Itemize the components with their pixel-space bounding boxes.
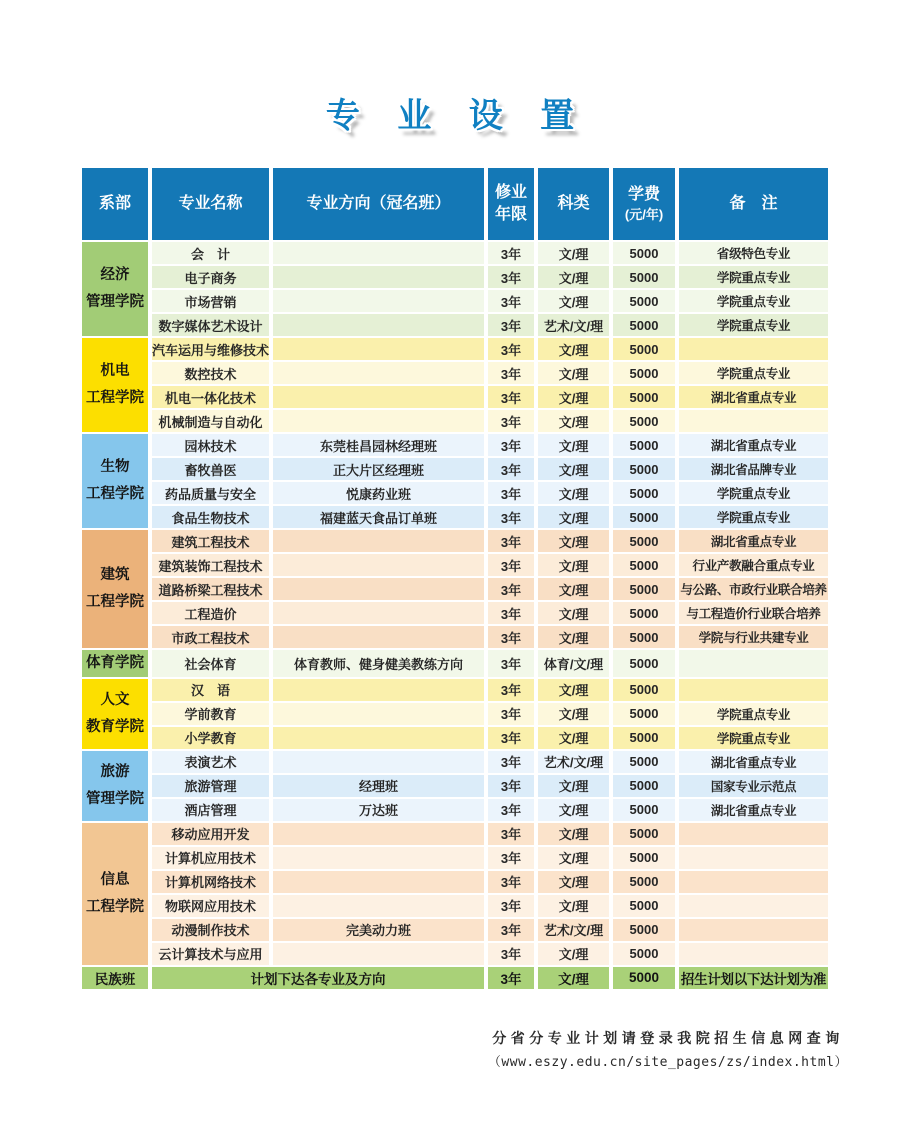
remark-cell [679,847,828,869]
direction-cell [273,943,484,965]
table-row [82,602,828,624]
dept-cell [82,751,148,821]
remark-cell: 湖北省重点专业 [679,751,828,773]
dept-cell [82,823,148,965]
major-cell: 建筑工程技术 [152,530,269,552]
direction-cell [273,530,484,552]
dept-label: 旅游 [100,764,130,780]
major-cell: 旅游管理 [152,775,269,797]
remark-cell: 学院重点专业 [679,506,828,528]
duration-cell: 3年 [488,314,534,336]
duration-cell: 3年 [488,506,534,528]
major-cell: 小学教育 [152,727,269,749]
duration-cell: 3年 [488,578,534,600]
table-row [82,823,828,845]
duration-cell: 3年 [488,386,534,408]
duration-cell: 3年 [488,242,534,264]
dept-label: 体育学院 [86,655,144,671]
header-category: 科类 [538,168,609,240]
tuition-cell: 5000 [613,530,675,552]
duration-cell: 3年 [488,290,534,312]
table-row [82,847,828,869]
major-cell: 食品生物技术 [152,506,269,528]
table-row [82,266,828,288]
major-cell: 工程造价 [152,602,269,624]
category-cell: 文/理 [538,895,609,917]
duration-cell: 3年 [488,823,534,845]
direction-cell [273,823,484,845]
table-row [82,578,828,600]
table-row [82,626,828,648]
table-row [82,482,828,504]
direction-cell [273,847,484,869]
table-row [82,871,828,893]
header-dept: 系部 [82,168,148,240]
dept-cell: 民族班 [82,967,148,989]
tuition-cell: 5000 [613,290,675,312]
duration-cell: 3年 [488,434,534,456]
tuition-cell: 5000 [613,823,675,845]
direction-cell [273,362,484,384]
direction-cell: 万达班 [273,799,484,821]
duration-cell: 3年 [488,751,534,773]
direction-cell [273,871,484,893]
duration-cell: 3年 [488,650,534,677]
major-cell: 数字媒体艺术设计 [152,314,269,336]
header-tuition [613,168,675,240]
header-direction: 专业方向（冠名班） [273,168,484,240]
dept-label: 工程学院 [86,390,144,406]
duration-cell: 3年 [488,626,534,648]
table-row [82,458,828,480]
header-tuition-line2: (元/年) [624,207,664,223]
remark-cell: 学院重点专业 [679,482,828,504]
minority-row [82,967,828,989]
major-cell: 机电一体化技术 [152,386,269,408]
duration-cell: 3年 [488,410,534,432]
remark-cell [679,871,828,893]
tuition-cell: 5000 [613,799,675,821]
category-cell: 文/理 [538,943,609,965]
major-cell: 建筑装饰工程技术 [152,554,269,576]
tuition-cell: 5000 [613,943,675,965]
tuition-cell: 5000 [613,650,675,677]
category-cell: 艺术/文/理 [538,751,609,773]
table-row [82,362,828,384]
direction-cell [273,554,484,576]
major-cell: 市场营销 [152,290,269,312]
tuition-cell: 5000 [613,554,675,576]
category-cell: 文/理 [538,967,609,989]
header-row [82,168,828,240]
remark-cell: 与工程造价行业联合培养 [679,602,828,624]
table-row [82,506,828,528]
table-body [82,242,828,989]
table-row [82,434,828,456]
major-cell: 物联网应用技术 [152,895,269,917]
category-cell: 文/理 [538,775,609,797]
direction-cell [273,703,484,725]
table-row [82,338,828,360]
table-row [82,775,828,797]
header-remark: 备 注 [679,168,828,240]
direction-cell [273,578,484,600]
majors-table [78,166,832,991]
dept-label: 教育学院 [86,718,144,735]
direction-cell [273,626,484,648]
remark-cell: 学院重点专业 [679,266,828,288]
category-cell: 文/理 [538,626,609,648]
major-cell: 计算机网络技术 [152,871,269,893]
remark-cell: 湖北省重点专业 [679,386,828,408]
remark-cell [679,650,828,677]
tuition-cell: 5000 [613,727,675,749]
dept-cell [82,338,148,432]
category-cell: 文/理 [538,338,609,360]
major-cell: 动漫制作技术 [152,919,269,941]
major-cell: 酒店管理 [152,799,269,821]
table-row [82,895,828,917]
tuition-cell: 5000 [613,434,675,456]
category-cell: 文/理 [538,578,609,600]
direction-cell [273,727,484,749]
dept-label: 经济 [100,267,130,284]
table-row [82,679,828,701]
tuition-cell: 5000 [613,703,675,725]
tuition-cell: 5000 [613,578,675,600]
table-row [82,703,828,725]
tuition-cell: 5000 [613,775,675,797]
dept-label: 信息 [100,872,130,888]
major-cell: 机械制造与自动化 [152,410,269,432]
header-duration [488,168,534,240]
duration-cell: 3年 [488,919,534,941]
duration-cell: 3年 [488,847,534,869]
dept-cell [82,434,148,528]
direction-cell [273,242,484,264]
dept-label: 管理学院 [86,790,144,807]
category-cell: 文/理 [538,823,609,845]
category-cell: 文/理 [538,266,609,288]
table-row [82,290,828,312]
remark-cell: 招生计划以下达计划为准 [679,967,828,989]
dept-label: 人文 [100,692,130,708]
remark-cell: 行业产教融合重点专业 [679,554,828,576]
category-cell: 文/理 [538,602,609,624]
duration-cell: 3年 [488,482,534,504]
direction-cell: 完美动力班 [273,919,484,941]
duration-cell: 3年 [488,530,534,552]
tuition-cell: 5000 [613,919,675,941]
category-cell: 文/理 [538,530,609,552]
category-cell: 文/理 [538,362,609,384]
tuition-cell: 5000 [613,751,675,773]
table-row [82,727,828,749]
tuition-cell: 5000 [613,602,675,624]
direction-cell [273,895,484,917]
remark-cell: 省级特色专业 [679,242,828,264]
tuition-cell: 5000 [613,967,675,989]
major-cell: 园林技术 [152,434,269,456]
table-row [82,554,828,576]
category-cell: 文/理 [538,679,609,701]
category-cell: 文/理 [538,847,609,869]
direction-cell [273,410,484,432]
remark-cell: 国家专业示范点 [679,775,828,797]
dept-label: 建筑 [100,567,130,584]
header-major: 专业名称 [152,168,269,240]
direction-cell: 正大片区经理班 [273,458,484,480]
direction-cell: 福建蓝天食品订单班 [273,506,484,528]
remark-cell [679,410,828,432]
duration-cell: 3年 [488,338,534,360]
duration-cell: 3年 [488,362,534,384]
category-cell: 文/理 [538,458,609,480]
category-cell: 文/理 [538,799,609,821]
major-cell: 移动应用开发 [152,823,269,845]
tuition-cell: 5000 [613,362,675,384]
category-cell: 文/理 [538,727,609,749]
direction-cell [273,679,484,701]
dept-label: 管理学院 [86,294,144,310]
duration-cell: 3年 [488,943,534,965]
remark-cell: 湖北省重点专业 [679,434,828,456]
direction-cell [273,314,484,336]
remark-cell [679,679,828,701]
remark-cell [679,919,828,941]
direction-cell: 体育教师、健身健美教练方向 [273,650,484,677]
dept-cell [82,530,148,648]
category-cell: 文/理 [538,386,609,408]
direction-cell: 东莞桂昌园林经理班 [273,434,484,456]
remark-cell: 湖北省品牌专业 [679,458,828,480]
remark-cell: 学院重点专业 [679,727,828,749]
direction-cell [273,338,484,360]
category-cell: 文/理 [538,554,609,576]
direction-cell [273,266,484,288]
tuition-cell: 5000 [613,386,675,408]
table-row [82,314,828,336]
remark-cell [679,338,828,360]
category-cell: 文/理 [538,290,609,312]
major-cell: 药品质量与安全 [152,482,269,504]
footer-url: （www.eszy.edu.cn/site_pages/zs/index.html） [487,1055,848,1070]
direction-cell [273,602,484,624]
category-cell: 文/理 [538,242,609,264]
category-cell: 文/理 [538,482,609,504]
remark-cell: 湖北省重点专业 [679,799,828,821]
table-row [82,386,828,408]
remark-cell: 学院重点专业 [679,290,828,312]
table-row [82,242,828,264]
duration-cell: 3年 [488,266,534,288]
tuition-cell: 5000 [613,895,675,917]
duration-cell: 3年 [488,703,534,725]
major-cell: 计算机应用技术 [152,847,269,869]
tuition-cell: 5000 [613,847,675,869]
category-cell: 文/理 [538,434,609,456]
duration-cell: 3年 [488,679,534,701]
category-cell: 艺术/文/理 [538,314,609,336]
duration-cell: 3年 [488,967,534,989]
tuition-cell: 5000 [613,506,675,528]
direction-cell [273,751,484,773]
duration-cell: 3年 [488,775,534,797]
major-cell: 学前教育 [152,703,269,725]
category-cell: 文/理 [538,410,609,432]
dept-label: 机电 [100,363,130,380]
duration-cell: 3年 [488,458,534,480]
major-cell: 会 计 [152,242,269,264]
category-cell: 文/理 [538,703,609,725]
remark-cell: 学院重点专业 [679,314,828,336]
dept-cell [82,650,148,677]
merged-majors-cell: 计划下达各专业及方向 [152,967,484,989]
major-cell: 社会体育 [152,650,269,677]
table-row [82,943,828,965]
category-cell: 文/理 [538,506,609,528]
major-cell: 数控技术 [152,362,269,384]
category-cell: 体育/文/理 [538,650,609,677]
major-cell: 畜牧兽医 [152,458,269,480]
tuition-cell: 5000 [613,242,675,264]
header-duration-line2: 年限 [495,206,528,223]
table-row [82,919,828,941]
major-cell: 汽车运用与维修技术 [152,338,269,360]
remark-cell: 学院重点专业 [679,703,828,725]
major-cell: 汉 语 [152,679,269,701]
tuition-cell: 5000 [613,482,675,504]
dept-cell [82,679,148,749]
header-tuition-line1: 学费 [628,185,661,203]
duration-cell: 3年 [488,895,534,917]
major-cell: 市政工程技术 [152,626,269,648]
duration-cell: 3年 [488,871,534,893]
dept-label: 工程学院 [86,486,144,502]
major-cell: 道路桥梁工程技术 [152,578,269,600]
table-row [82,751,828,773]
tuition-cell: 5000 [613,626,675,648]
tuition-cell: 5000 [613,871,675,893]
direction-cell [273,386,484,408]
table-header [82,168,828,240]
dept-label: 工程学院 [86,594,144,610]
category-cell: 文/理 [538,871,609,893]
dept-label: 生物 [100,459,130,476]
tuition-cell: 5000 [613,338,675,360]
table-row [82,799,828,821]
table-row [82,410,828,432]
category-cell: 艺术/文/理 [538,919,609,941]
footer-text: 分省分专业计划请登录我院招生信息网查询 [492,1030,844,1046]
remark-cell: 与公路、市政行业联合培养 [679,578,828,600]
remark-cell [679,895,828,917]
remark-cell [679,943,828,965]
major-cell: 电子商务 [152,266,269,288]
duration-cell: 3年 [488,799,534,821]
direction-cell: 经理班 [273,775,484,797]
tuition-cell: 5000 [613,266,675,288]
tuition-cell: 5000 [613,679,675,701]
remark-cell: 学院重点专业 [679,362,828,384]
remark-cell: 学院与行业共建专业 [679,626,828,648]
major-cell: 表演艺术 [152,751,269,773]
direction-cell: 悦康药业班 [273,482,484,504]
tuition-cell: 5000 [613,410,675,432]
table-row [82,650,828,677]
tuition-cell: 5000 [613,314,675,336]
duration-cell: 3年 [488,602,534,624]
header-duration-line1: 修业 [495,183,528,201]
dept-cell [82,242,148,336]
table-row [82,530,828,552]
remark-cell: 湖北省重点专业 [679,530,828,552]
direction-cell [273,290,484,312]
page-title: 专 业 设 置 [325,97,589,135]
remark-cell [679,823,828,845]
major-cell: 云计算技术与应用 [152,943,269,965]
duration-cell: 3年 [488,727,534,749]
duration-cell: 3年 [488,554,534,576]
footer-note [488,1028,848,1070]
dept-label: 工程学院 [86,898,144,915]
tuition-cell: 5000 [613,458,675,480]
